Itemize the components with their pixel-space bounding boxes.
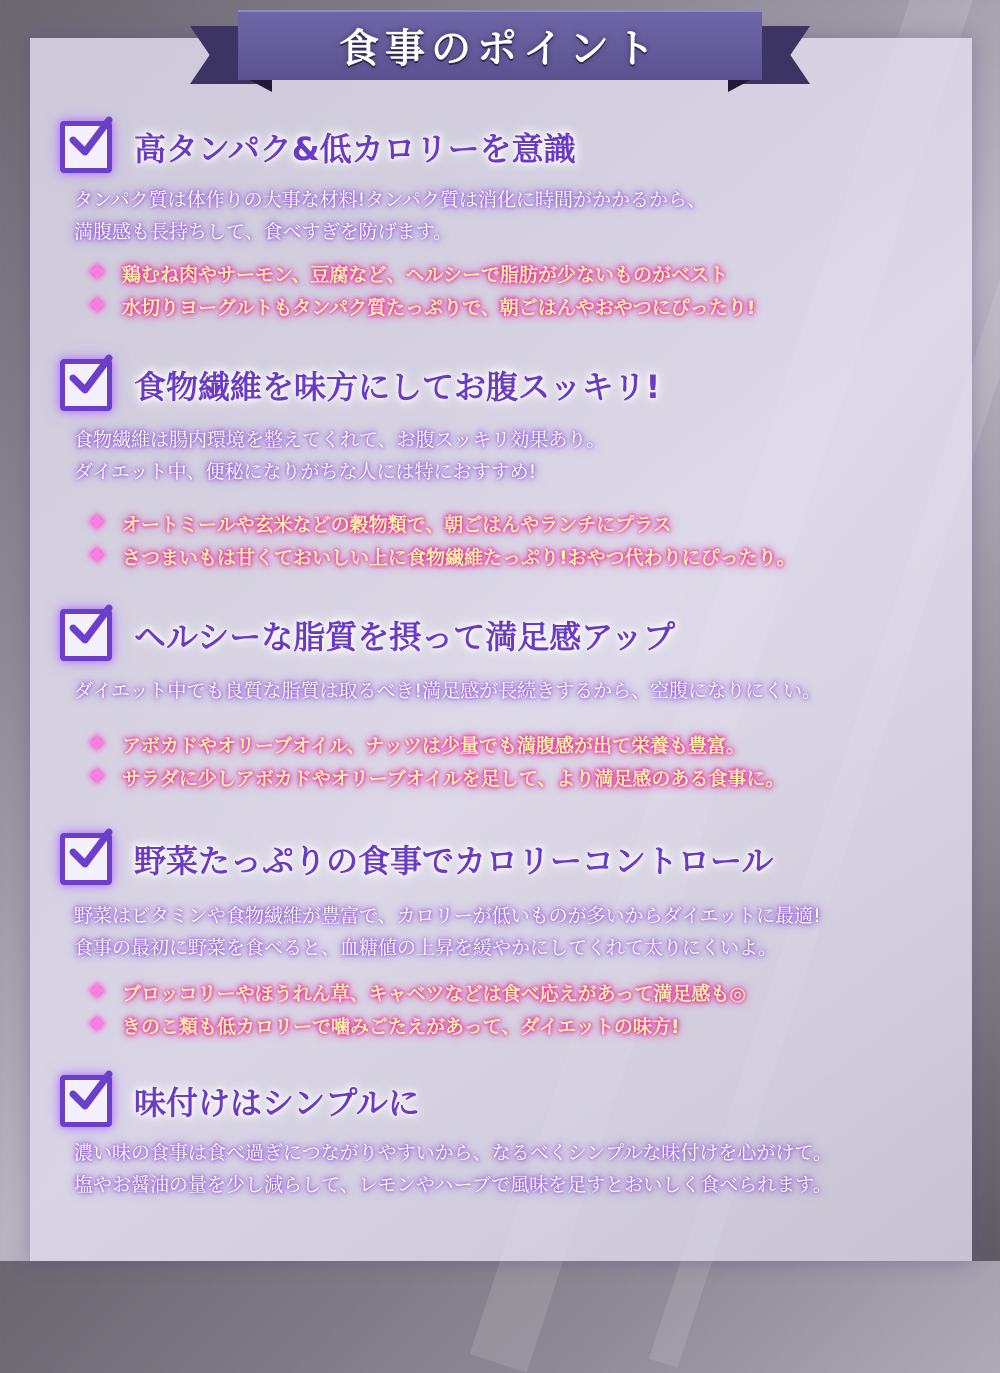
sparkle-icon: ✦ [86, 258, 108, 288]
bullet-text: 水切りヨーグルトもタンパク質たっぷりで、朝ごはんやおやつにぴったり! [122, 296, 756, 319]
description-line: 食物繊維は腸内環境を整えてくれて、お腹スッキリ効果あり。 [74, 429, 606, 451]
title-ribbon [190, 6, 810, 92]
bullet-item [84, 976, 746, 1008]
section-title: ヘルシーな脂質を摂って満足感アップ [134, 618, 675, 656]
page-title: 食事のポイント [339, 25, 661, 72]
description-line: 満腹感も長持ちして、食べすぎを防げます。 [74, 221, 453, 243]
description-line: 食事の最初に野菜を食べると、血糖値の上昇を緩やかにしてくれて太りにくいよ。 [74, 937, 778, 959]
section-description [74, 1137, 832, 1201]
sparkle-icon: ✦ [86, 729, 108, 759]
checkbox-icon [60, 359, 112, 411]
sparkle-icon: ✦ [86, 762, 108, 792]
checkbox-icon [60, 833, 112, 885]
section-description [74, 900, 821, 964]
section-description [74, 424, 605, 488]
section-title: 味付けはシンプルに [134, 1084, 420, 1122]
section-title: 食物繊維を味方にしてお腹スッキリ! [134, 368, 661, 406]
bullet-text: オートミールや玄米などの穀物類で、朝ごはんやランチにプラス [122, 513, 672, 536]
sparkle-icon: ✦ [86, 508, 108, 538]
bullet-text: サラダに少しアボカドやオリーブオイルを足して、より満足感のある食事に。 [122, 767, 785, 790]
description-line: 塩やお醤油の量を少し減らして、レモンやハーブで風味を足すとおいしく食べられます。 [74, 1174, 832, 1196]
bullet-item [84, 290, 755, 322]
section-title: 野菜たっぷりの食事でカロリーコントロール [134, 842, 774, 880]
checkbox-icon [60, 609, 112, 661]
section-heading [60, 356, 660, 414]
bullet-text: ブロッコリーやほうれん草、キャベツなどは食べ応えがあって満足感も◎ [122, 982, 747, 1005]
checkbox-icon [60, 121, 112, 173]
sparkle-icon: ✦ [86, 977, 108, 1007]
description-line: ダイエット中、便秘になりがちな人には特におすすめ! [74, 461, 537, 483]
bullet-item [84, 257, 728, 289]
description-line: ダイエット中でも良質な脂質は取るべき!満足感が長続きするから、空腹になりにくい。 [74, 680, 822, 702]
bullet-item [84, 507, 672, 539]
bullet-text: 鶏むね肉やサーモン、豆腐など、ヘルシーで脂肪が少ないものがベスト [122, 263, 729, 286]
section-description [74, 184, 706, 248]
bullet-text: きのこ類も低カロリーで噛みごたえがあって、ダイエットの味方! [122, 1015, 680, 1038]
bullet-item [84, 1009, 680, 1041]
section-heading [60, 1072, 420, 1130]
sparkle-icon: ✦ [86, 541, 108, 571]
description-line: 野菜はビタミンや食物繊維が豊富で、カロリーが低いものが多いからダイエットに最適! [74, 905, 821, 927]
sparkle-icon: ✦ [86, 1010, 108, 1040]
ribbon-main [238, 10, 762, 80]
section-heading [60, 830, 773, 888]
bullet-text: アボカドやオリーブオイル、ナッツは少量でも満腹感が出て栄養も豊富。 [122, 734, 746, 757]
bullet-item [84, 728, 745, 760]
bullet-item [84, 761, 784, 793]
section-title: 高タンパク&低カロリーを意識 [134, 130, 576, 168]
checkbox-icon [60, 1075, 112, 1127]
section-description [74, 675, 821, 707]
sparkle-icon: ✦ [86, 291, 108, 321]
bullet-text: さつまいもは甘くておいしい上に食物繊維たっぷり!おやつ代わりにぴったり。 [122, 546, 796, 569]
section-heading [60, 118, 576, 176]
description-line: 濃い味の食事は食べ過ぎにつながりやすいから、なるべくシンプルな味付けを心がけて。 [74, 1142, 833, 1164]
bullet-item [84, 540, 796, 572]
section-heading [60, 606, 675, 664]
description-line: タンパク質は体作りの大事な材料!タンパク質は消化に時間がかかるから、 [74, 189, 706, 211]
